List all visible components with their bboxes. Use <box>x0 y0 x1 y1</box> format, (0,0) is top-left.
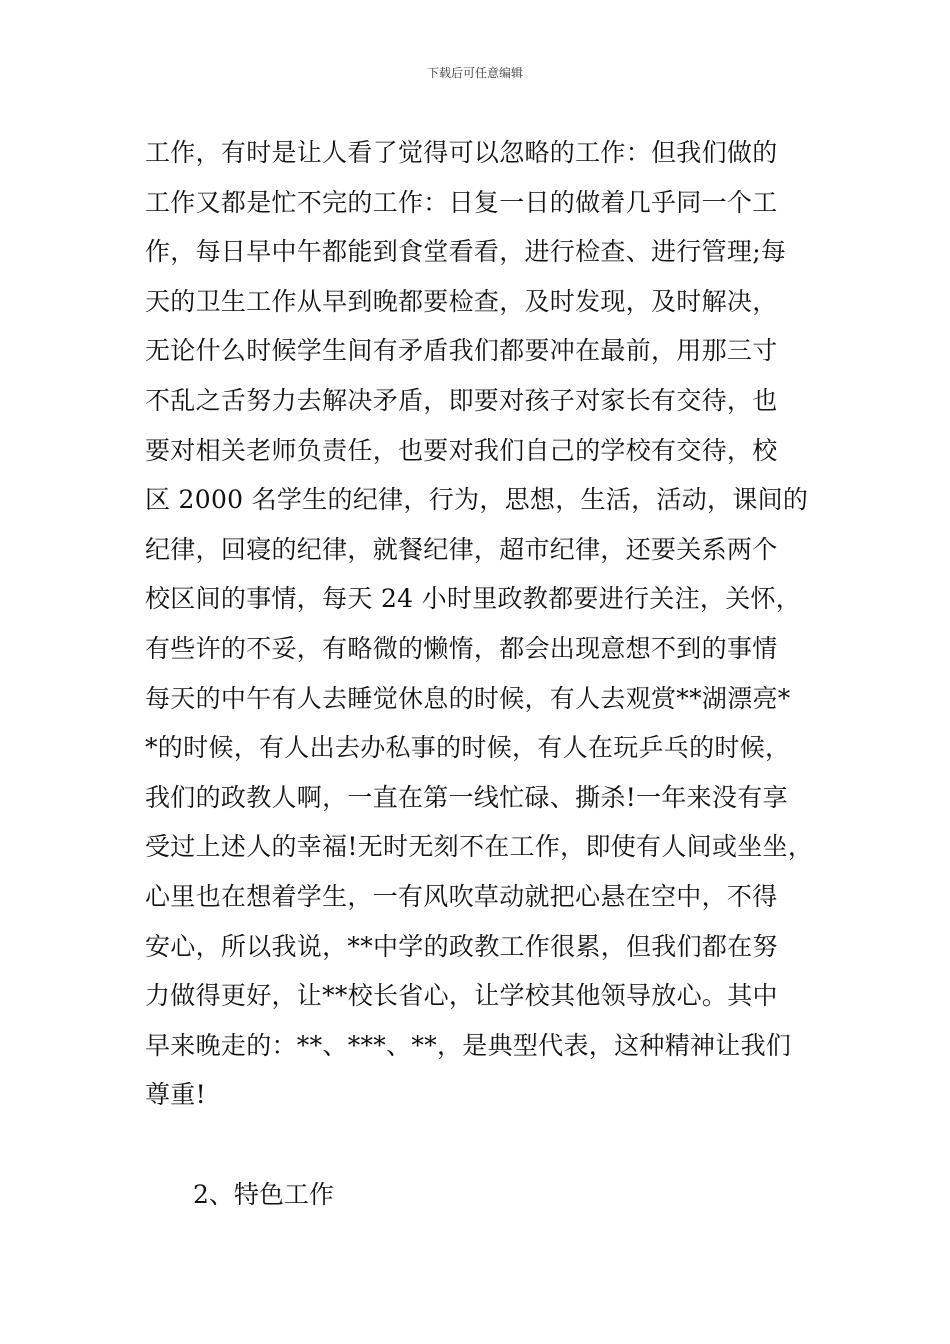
text-line: 要对相关老师负责任，也要对我们自己的学校有交待，校 <box>145 435 778 465</box>
text-line: 工作又都是忙不完的工作：日复一日的做着几乎同一个工 <box>145 187 778 217</box>
text-line: 纪律，回寝的纪律，就餐纪律，超市纪律，还要关系两个 <box>145 534 778 564</box>
text-line: 心里也在想着学生，一有风吹草动就把心悬在空中，不得 <box>145 881 778 911</box>
text-line: 我们的政教人啊，一直在第一线忙碌、撕杀!一年来没有享 <box>145 782 788 812</box>
text-line: 安心，所以我说，**中学的政教工作很累，但我们都在努 <box>145 931 778 961</box>
text-line: 有些许的不妥，有略微的懒惰，都会出现意想不到的事情 <box>145 633 778 663</box>
text-line: 每天的中午有人去睡觉休息的时候，有人去观赏**湖漂亮* <box>145 683 791 713</box>
text-line: 无论什么时候学生间有矛盾我们都要冲在最前，用那三寸 <box>145 336 778 366</box>
text-line: 尊重! <box>145 1080 206 1110</box>
page-header: 下载后可任意编辑 <box>426 66 523 80</box>
section-heading: 2、特色工作 <box>193 1180 334 1209</box>
body-paragraph <box>145 128 835 1120</box>
text-line: 工作，有时是让人看了觉得可以忽略的工作：但我们做的 <box>145 138 778 167</box>
text-line: 天的卫生工作从早到晚都要检查，及时发现，及时解决， <box>145 286 778 316</box>
text-line: 区 2000 名学生的纪律，行为，思想，生活，活动，课间的 <box>145 485 809 515</box>
text-line: 力做得更好，让**校长省心，让学校其他领导放心。其中 <box>145 981 778 1011</box>
text-line: *的时候，有人出去办私事的时候，有人在玩乒乓的时候， <box>145 733 791 763</box>
text-line: 校区间的事情，每天 24 小时里政教都要进行关注，关怀， <box>145 584 802 614</box>
text-line: 作，每日早中午都能到食堂看看，进行检查、进行管理;每 <box>145 237 787 267</box>
text-line: 早来晚走的：**、***、**，是典型代表，这种精神让我们 <box>145 1030 792 1060</box>
text-line: 受过上述人的幸福!无时无刻不在工作，即使有人间或坐坐， <box>145 832 814 862</box>
text-line: 不乱之舌努力去解决矛盾，即要对孩子对家长有交待，也 <box>145 385 778 415</box>
